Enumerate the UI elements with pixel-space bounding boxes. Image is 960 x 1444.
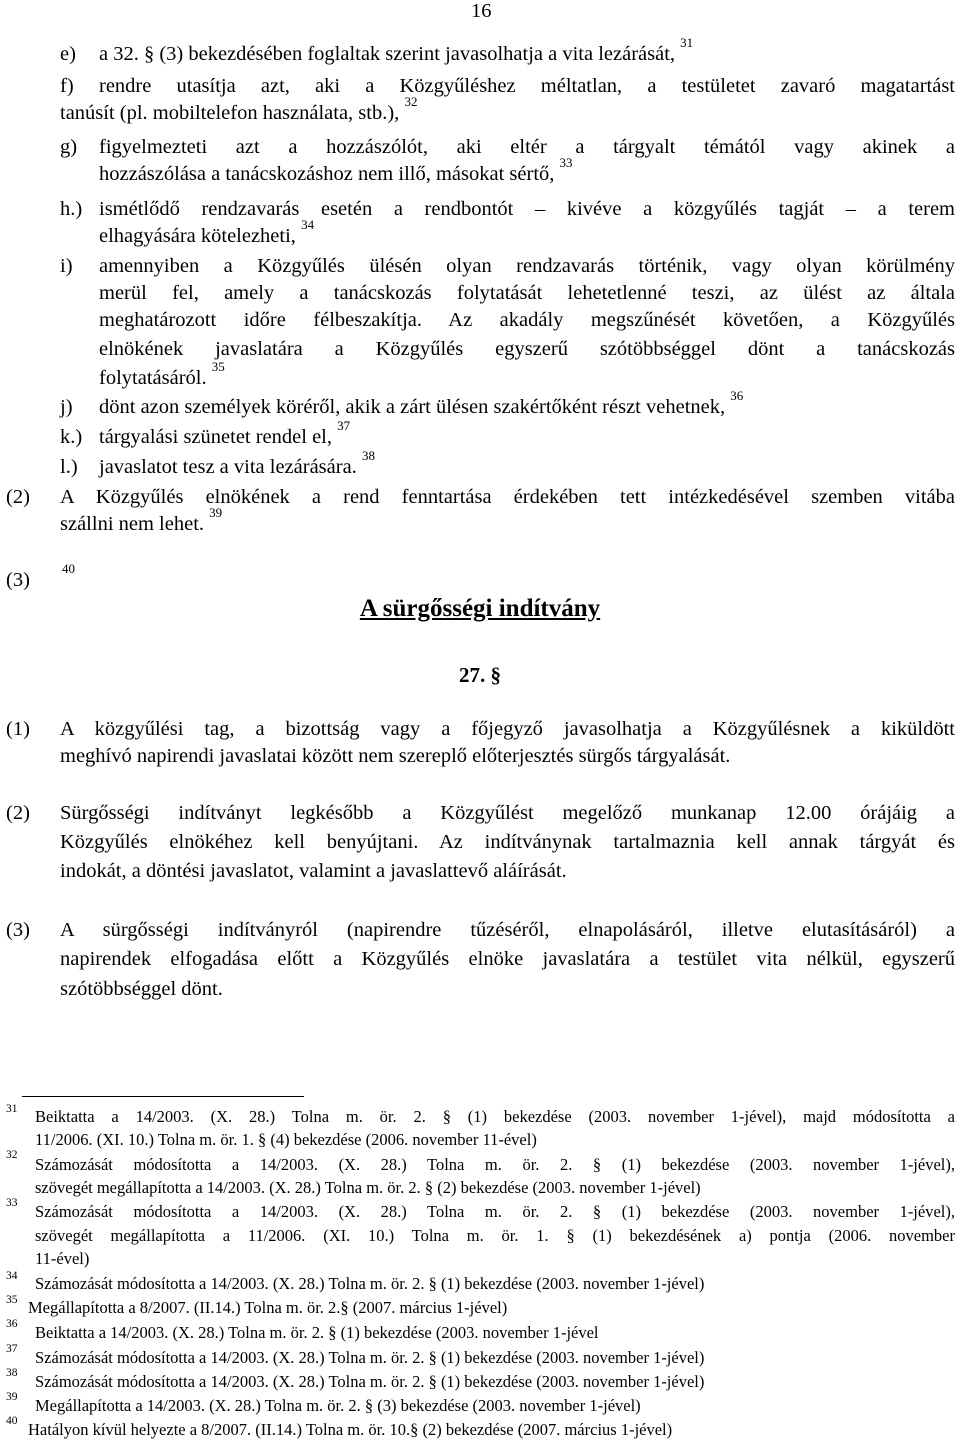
item-text-g-line2: hozzászólása a tanácskozáshoz nem illő, másokat sértő, $^{33}$ xyxy=(99,155,573,185)
item-label-h: h.) xyxy=(60,198,83,220)
footnote-number: 36 xyxy=(6,1318,18,1330)
section-paragraph-3-line1: A sürgősségi indítványról (napirendre tűzéséről, elnapolásáról, illetve elutasításáról) a xyxy=(60,919,955,941)
footnote-ref: 38 xyxy=(361,448,375,463)
paragraph-2-line1: A Közgyűlés elnökének a rend fenntartása érdekében tett intézkedésével szemben vitába xyxy=(60,486,955,508)
footnote-number: 33 xyxy=(6,1197,18,1209)
section-paragraph-1-label: (1) xyxy=(6,718,30,740)
item-text-e: a 32. § (3) bekezdésében foglaltak szerint javasolhatja a vita lezárását, $^{31}$ xyxy=(99,35,694,65)
item-label-l: l.) xyxy=(60,456,78,478)
footnote-35: Megállapította a 8/2007. (II.14.) Tolna m. ör. 2.§ (2007. március 1-jével) xyxy=(28,1298,508,1317)
section-title: A sürgősségi indítvány xyxy=(359,595,601,622)
footnote-number: 38 xyxy=(6,1367,18,1379)
footnote-ref: 39 xyxy=(209,505,223,520)
item-label-j: j) xyxy=(60,396,73,418)
section-paragraph-1-line2: meghívó napirendi javaslatai között nem szereplő előterjesztés sürgős tárgyalását. xyxy=(60,745,731,767)
footnote-33-line3: 11-ével) xyxy=(35,1249,90,1268)
footnote-number: 31 xyxy=(6,1103,18,1115)
item-text-i-line4: elnökének javaslatára a Közgyűlés egyszerű szótöbbséggel dönt a tanácskozás xyxy=(99,338,955,360)
footnote-ref: 36 xyxy=(730,388,744,403)
item-text-g-line1: figyelmezteti azt a hozzászólót, aki eltér a tárgyalt témától vagy akinek a xyxy=(99,136,955,158)
footnote-40: Hatályon kívül helyezte a 8/2007. (II.14.) Tolna m. ör. 10.§ (2) bekezdése (2007. március 1-jével) xyxy=(28,1420,673,1439)
section-paragraph-3-line3: szótöbbséggel dönt. xyxy=(60,978,223,1000)
section-paragraph-2-line2: Közgyűlés elnökéhez kell benyújtani. Az indítványnak tartalmaznia kell annak tárgyát és xyxy=(60,831,955,853)
item-text-k: tárgyalási szünetet rendel el, $^{37}$ xyxy=(99,418,351,448)
footnote-39: Megállapította a 14/2003. (X. 28.) Tolna m. ör. 2. § (3) bekezdése (2003. november 1-jével) xyxy=(35,1396,641,1415)
item-label-k: k.) xyxy=(60,426,83,448)
footnote-36: Beiktatta a 14/2003. (X. 28.) Tolna m. ör. 2. § (1) bekezdése (2003. november 1-jével xyxy=(35,1323,599,1342)
footnote-ref: 33 xyxy=(559,155,573,170)
item-text-i-line3: meghatározott időre félbeszakítja. Az akadály megszűnését követően, a Közgyűlés xyxy=(99,309,955,331)
footnote-ref: 32 xyxy=(404,94,418,109)
footnote-32-line1: Számozását módosította a 14/2003. (X. 28.) Tolna m. ör. 2. § (1) bekezdése (2003. november 1-jével), xyxy=(35,1155,955,1174)
footnote-33-line2: szövegét megállapította a 11/2006. (XI. 10.) Tolna m. ör. 1. § (1) bekezdésének a) pontja (2006. november xyxy=(35,1226,955,1245)
footnote-31-line1: Beiktatta a 14/2003. (X. 28.) Tolna m. ör. 2. § (1) bekezdése (2003. november 1-jével), majd módosította a xyxy=(35,1107,955,1126)
footnote-number: 37 xyxy=(6,1343,18,1355)
section-paragraph-2-line3: indokát, a döntési javaslatot, valamint a javaslattevő aláírását. xyxy=(60,860,567,882)
footnote-31-line2: 11/2006. (XI. 10.) Tolna m. ör. 1. § (4) bekezdése (2006. november 11-ével) xyxy=(35,1130,537,1149)
item-text-f-line2: tanúsít (pl. mobiltelefon használata, stb.), $^{32}$ xyxy=(60,94,418,124)
section-paragraph-1-line1: A közgyűlési tag, a bizottság vagy a főjegyző javasolhatja a Közgyűlésnek a kiküldött xyxy=(60,718,955,740)
footnote-ref: 31 xyxy=(680,35,694,50)
footnote-ref: 35 xyxy=(211,359,225,374)
item-label-f: f) xyxy=(60,75,74,97)
item-text-f-line1: rendre utasítja azt, aki a Közgyűléshez méltatlan, a testületet zavaró magatartást xyxy=(99,75,955,97)
footnote-number: 35 xyxy=(6,1294,18,1306)
item-text-i-line1: amennyiben a Közgyűlés ülésén olyan rendzavarás történik, vagy olyan körülmény xyxy=(99,255,955,277)
footnote-34: Számozását módosította a 14/2003. (X. 28.) Tolna m. ör. 2. § (1) bekezdése (2003. november 1-jével) xyxy=(35,1274,705,1293)
footnote-number: 40 xyxy=(6,1415,18,1427)
item-text-i-line2: merül fel, amely a tanácskozás folytatását lehetetlenné teszi, az ülést az általa xyxy=(99,282,955,304)
footnote-32-line2: szövegét megállapította a 14/2003. (X. 28.) Tolna m. ör. 2. § (2) bekezdése (2003. november 1-jével) xyxy=(35,1178,701,1197)
section-paragraph-3-label: (3) xyxy=(6,919,30,941)
footnote-separator xyxy=(22,1096,304,1097)
item-text-h-line1: ismétlődő rendzavarás esetén a rendbontót – kivéve a közgyűlés tagját – a terem xyxy=(99,198,955,220)
footnote-number: 34 xyxy=(6,1270,18,1282)
paragraph-2-line2: szállni nem lehet. $^{39}$ xyxy=(60,505,223,535)
section-number: 27. § xyxy=(459,663,501,687)
paragraph-2-label: (2) xyxy=(6,486,30,508)
footnote-number: 32 xyxy=(6,1149,18,1161)
page-number: 16 xyxy=(471,0,492,22)
item-text-h-line2: elhagyására kötelezheti, $^{34}$ xyxy=(99,217,315,247)
paragraph-3-label: (3) xyxy=(6,569,30,591)
item-text-j: dönt azon személyek köréről, akik a zárt ülésen szakértőként részt vehetnek, $^{36}$ xyxy=(99,388,744,418)
item-label-e: e) xyxy=(60,43,76,65)
footnote-ref: 34 xyxy=(301,217,315,232)
footnote-38: Számozását módosította a 14/2003. (X. 28.) Tolna m. ör. 2. § (1) bekezdése (2003. november 1-jével) xyxy=(35,1372,705,1391)
item-label-i: i) xyxy=(60,255,73,277)
section-paragraph-2-line1: Sürgősségi indítványt legkésőbb a Közgyűlést megelőző munkanap 12.00 órájáig a xyxy=(60,802,955,824)
footnote-33-line1: Számozását módosította a 14/2003. (X. 28.) Tolna m. ör. 2. § (1) bekezdése (2003. november 1-jével), xyxy=(35,1202,955,1221)
item-text-l: javaslatot tesz a vita lezárására. $^{38}$ xyxy=(99,448,375,478)
footnote-37: Számozását módosította a 14/2003. (X. 28.) Tolna m. ör. 2. § (1) bekezdése (2003. november 1-jével) xyxy=(35,1348,705,1367)
item-label-g: g) xyxy=(60,136,78,158)
footnote-number: 39 xyxy=(6,1391,18,1403)
footnote-ref: 40 xyxy=(62,561,75,576)
section-paragraph-3-line2: napirendek elfogadása előtt a Közgyűlés elnöke javaslatára a testület vita nélkül, egyszerű xyxy=(60,948,955,970)
footnote-ref: 37 xyxy=(337,418,351,433)
section-paragraph-2-label: (2) xyxy=(6,802,30,824)
item-text-i-line5: folytatásáról. $^{35}$ xyxy=(99,359,225,389)
